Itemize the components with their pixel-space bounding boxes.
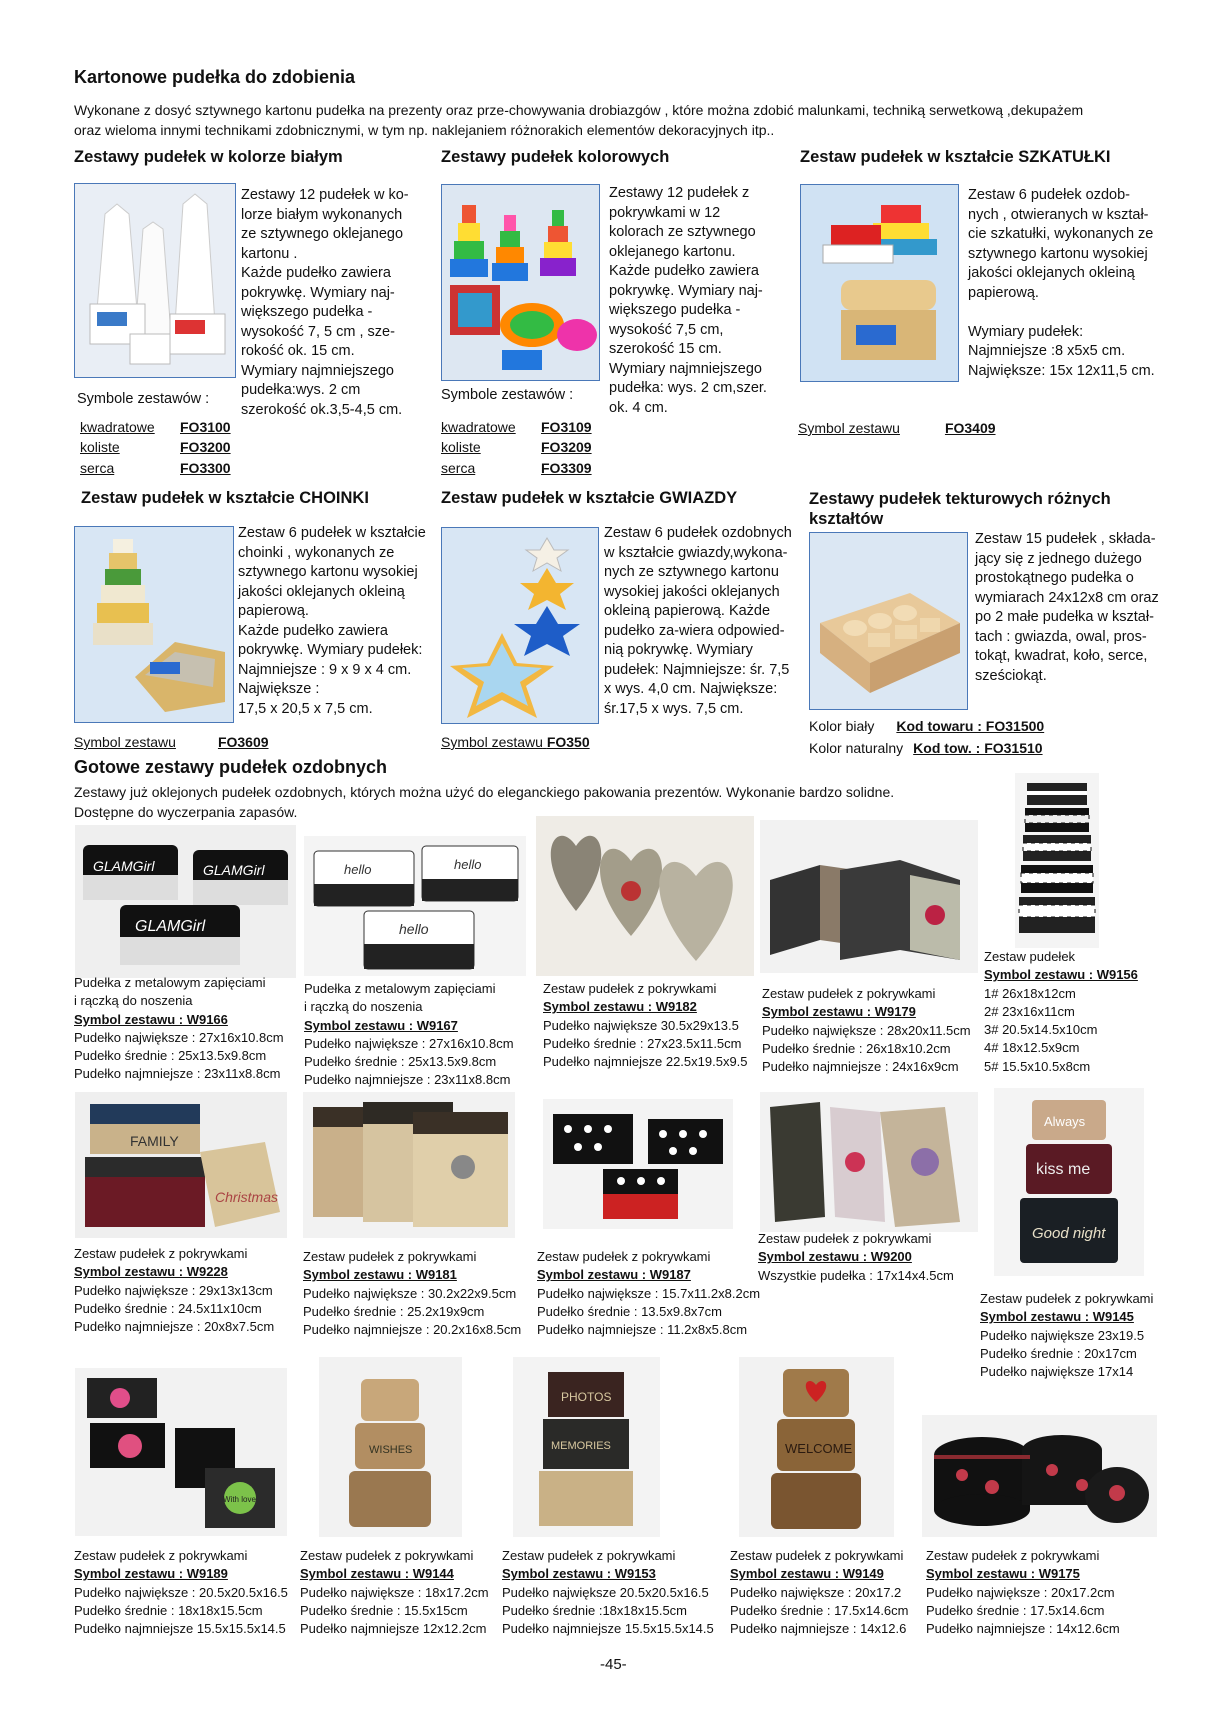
caption-w9167: Pudełka z metalowym zapięciami i rączką do noszenia Symbol zestawu : W9167 Pudełko największe : 27x16x10.8cm Pudełko średnie : 25x13.5x9.8cm Pudełko najmniejsze : 23x11x8.8cm — [304, 981, 514, 1088]
photo-w9228 — [75, 1092, 287, 1238]
svg-text:Good night: Good night — [1032, 1225, 1106, 1242]
svg-text:WELCOME: WELCOME — [785, 1441, 853, 1456]
caption-w9200: Zestaw pudełek z pokrywkami Symbol zestawu : W9200 Wszystkie pudełka : 17x14x4.5cm — [758, 1231, 954, 1283]
description-colored: Zestawy 12 pudełek z pokrywkami w 12 kolorach ze sztywnego oklejanego kartonu. Każde pudełko zawiera pokrywkę. Wymiary naj- większego pudełka - wysokość 7,5 cm, szerokość 15 cm. Wymiary najmniejszego pudełka: wys. 2 cm,szer. ok. 4 cm. — [609, 185, 767, 416]
svg-text:FAMILY: FAMILY — [130, 1133, 179, 1149]
caption-w9156: Zestaw pudełek Symbol zestawu : W9156 1# 26x18x12cm 2# 23x16x11cm 3# 20.5x14.5x10cm 4# 18x12.5x9cm 5# 15.5x10.5x8cm — [984, 949, 1138, 1074]
page-number: -45- — [600, 1656, 627, 1673]
description-tree: Zestaw 6 pudełek w kształcie choinki , wykonanych ze sztywnego kartonu wysokiej jakości oklejanych okleiną papierową. Każde pudełko zawiera pokrywkę. Wymiary pudełek: Najmniejsze : 9 x 9 x 4 cm. Największe : 17,5 x 20,5 x 7,5 cm. — [238, 525, 426, 717]
svg-text:hello: hello — [399, 921, 429, 937]
photo-w9166 — [75, 825, 296, 978]
svg-text:With love: With love — [223, 1495, 256, 1504]
svg-text:hello: hello — [344, 862, 372, 877]
photo-w9144 — [319, 1357, 462, 1537]
description-cardboard: Zestaw 15 pudełek , składa- jący się z jednego dużego prostokątnego pudełka o wymiarach 24x12x8 cm oraz po 2 małe pudełka w kształ- tach : gwiazda, owal, pros- tokąt, kwadrat, koło, serce, sześciokąt. — [975, 531, 1159, 684]
photo-w9189 — [75, 1368, 287, 1536]
symbol-casket: Symbol zestawu FO3409 — [798, 420, 996, 436]
svg-text:Christmas: Christmas — [215, 1189, 279, 1205]
svg-text:Always: Always — [1044, 1114, 1086, 1129]
product-image-casket-boxes — [800, 184, 959, 382]
variant-white: Kolor biały Kod towaru : FO31500 — [809, 718, 1045, 734]
photo-w9182 — [536, 816, 754, 976]
section-title-cardboard: Zestawy pudełek tekturowych różnych kształtów — [809, 490, 1111, 528]
photo-w9187 — [543, 1099, 733, 1229]
caption-w9166: Pudełka z metalowym zapięciami i rączką do noszenia Symbol zestawu : W9166 Pudełko największe : 27x16x10.8cm Pudełko średnie : 25x13.5x9.8cm Pudełko najmniejsze : 23x11x8.8cm — [74, 975, 284, 1082]
description-casket: Zestaw 6 pudełek ozdob- nych , otwieranych w kształ- cie szkatułki, wykonanych ze sztywnego kartonu wysokiej jakości oklejanych okleiną papierową. Wymiary pudełek: Najmniejsze :8 x5x5 cm. Największe: 15x 12x11,5 cm. — [968, 187, 1155, 379]
caption-w9175: Zestaw pudełek z pokrywkami Symbol zestawu : W9175 Pudełko największe : 20x17.2cm Pudełko średnie : 17.5x14.6cm Pudełko najmniejsze : 14x12.6cm — [926, 1548, 1120, 1637]
svg-text:WISHES: WISHES — [369, 1444, 413, 1456]
caption-w9228: Zestaw pudełek z pokrywkami Symbol zestawu : W9228 Pudełko największe : 29x13x13cm Pudełko średnie : 24.5x11x10cm Pudełko najmniejsze : 20x8x7.5cm — [74, 1246, 275, 1335]
description-star: Zestaw 6 pudełek ozdobnych w kształcie gwiazdy,wykona- nych ze sztywnego kartonu wysokiej jakości oklejanych okleiną papierową. Każde pudełko za-wiera odpowied- nią pokrywkę. Wymiary pudełek: Najmniejsze: śr. 7,5 x wys. 4,0 cm. Największe: śr.17,5 x wys. 7,5 cm. — [604, 525, 792, 717]
caption-w9189: Zestaw pudełek z pokrywkami Symbol zestawu : W9189 Pudełko największe : 20.5x20.5x16.5 Pudełko średnie : 18x18x15.5cm Pudełko najmniejsze 15.5x15.5x14.5 — [74, 1548, 288, 1637]
variant-natural: Kolor naturalny Kod tow. : FO31510 — [809, 740, 1043, 756]
ready-intro: Zestawy już oklejonych pudełek ozdobnych, których można użyć do eleganckiego pakowania prezentów. Wykonanie bardzo solidne. Dostępne do wyczerpania zapasów. — [74, 784, 895, 820]
code-row: koliste FO3209 — [441, 439, 592, 455]
caption-w9187: Zestaw pudełek z pokrywkami Symbol zestawu : W9187 Pudełko największe : 15.7x11.2x8.2cm Pudełko średnie : 13.5x9.8x7cm Pudełko najmniejsze : 11.2x8x5.8cm — [537, 1249, 761, 1338]
description-white: Zestawy 12 pudełek w ko- lorze białym wykonanych ze sztywnego oklejanego kartonu . Każde pudełko zawiera pokrywkę. Wymiary naj- większego pudełka - wysokość 7, 5 cm , sze- rokość ok. 15 cm. Wymiary najmniejszego pudełka:wys. 2 cm szerokość ok.3,5-4,5 cm. — [241, 187, 409, 418]
photo-w9153 — [513, 1357, 660, 1537]
product-image-cardboard-boxes — [809, 532, 968, 710]
section-title-colored: Zestawy pudełek kolorowych — [441, 148, 670, 166]
product-image-white-boxes — [74, 183, 236, 378]
caption-w9153: Zestaw pudełek z pokrywkami Symbol zestawu : W9153 Pudełko największe 20.5x20.5x16.5 Pudełko średnie :18x18x15.5cm Pudełko najmniejsze 15.5x15.5x14.5 — [502, 1548, 714, 1637]
svg-text:hello: hello — [454, 857, 482, 872]
intro-text — [74, 100, 1083, 140]
photo-w9167 — [304, 836, 526, 976]
code-row: serca FO3309 — [441, 459, 592, 476]
svg-text:kiss me: kiss me — [1036, 1161, 1091, 1178]
photo-w9175 — [922, 1415, 1157, 1537]
section-title-white: Zestawy pudełek w kolorze białym — [74, 148, 343, 166]
intro-line: Wykonane z dosyć sztywnego kartonu pudełka na prezenty oraz prze-chowywania drobiazgów , które można zdobić malunkami, techniką serwetkową ,dekupażem — [74, 102, 1084, 118]
photo-w9181 — [303, 1092, 515, 1238]
page-title: Kartonowe pudełka do zdobienia — [74, 67, 356, 87]
ready-title: Gotowe zestawy pudełek ozdobnych — [74, 757, 388, 777]
code-row: kwadratowe FO3109 — [441, 418, 592, 435]
section-title-star: Zestaw pudełek w kształcie GWIAZDY — [441, 489, 738, 507]
caption-w9144: Zestaw pudełek z pokrywkami Symbol zestawu : W9144 Pudełko największe : 18x17.2cm Pudełko średnie : 15.5x15cm Pudełko najmniejsze 12x12.2cm — [300, 1548, 489, 1637]
product-image-star-boxes — [441, 527, 599, 724]
code-list-white — [80, 414, 231, 476]
symbol-tree: Symbol zestawu FO3609 — [74, 734, 269, 750]
caption-w9181: Zestaw pudełek z pokrywkami Symbol zestawu : W9181 Pudełko największe : 30.2x22x9.5cm Pudełko średnie : 25.2x19x9cm Pudełko najmniejsze : 20.2x16x8.5cm — [303, 1249, 522, 1338]
photo-w9179 — [760, 820, 978, 973]
symbol-star: Symbol zestawu FO350 — [441, 734, 590, 750]
svg-text:GLAMGirl: GLAMGirl — [135, 918, 206, 935]
code-row: kwadratowe FO3100 — [80, 418, 231, 435]
photo-w9145 — [994, 1088, 1144, 1276]
svg-text:GLAMGirl: GLAMGirl — [93, 858, 155, 874]
code-row: serca FO3300 — [80, 459, 231, 476]
svg-text:PHOTOS: PHOTOS — [561, 1390, 612, 1404]
section-title-tree: Zestaw pudełek w kształcie CHOINKI — [81, 489, 369, 507]
photo-w9200 — [760, 1092, 978, 1232]
product-image-tree-boxes — [74, 526, 234, 723]
caption-w9149: Zestaw pudełek z pokrywkami Symbol zestawu : W9149 Pudełko największe : 20x17.2 Pudełko średnie : 17.5x14.6cm Pudełko najmniejsze : 14x12.6 — [730, 1548, 909, 1637]
intro-line: oraz wieloma innymi technikami zdobnicznymi, w tym np. naklejaniem różnorakich elementów dekoracyjnych itp.. — [74, 122, 775, 138]
photo-w9156 — [1015, 773, 1099, 948]
photo-w9149 — [739, 1357, 894, 1537]
symbols-label-white: Symbole zestawów : — [77, 391, 210, 407]
svg-text:MEMORIES: MEMORIES — [551, 1440, 611, 1452]
caption-w9179: Zestaw pudełek z pokrywkami Symbol zestawu : W9179 Pudełko największe : 28x20x11.5cm Pudełko średnie : 26x18x10.2cm Pudełko najmniejsze : 24x16x9cm — [762, 986, 971, 1075]
section-title-casket: Zestaw pudełek w kształcie SZKATUŁKI — [800, 148, 1111, 166]
code-list-colored — [441, 414, 592, 476]
caption-w9145: Zestaw pudełek z pokrywkami Symbol zestawu : W9145 Pudełko największe 23x19.5 Pudełko średnie : 20x17cm Pudełko największe 17x14 — [980, 1291, 1154, 1380]
product-image-colored-boxes — [441, 184, 600, 381]
symbols-label-colored: Symbole zestawów : — [441, 387, 574, 403]
caption-w9182: Zestaw pudełek z pokrywkami Symbol zestawu : W9182 Pudełko największe 30.5x29x13.5 Pudełko średnie : 27x23.5x11.5cm Pudełko najmniejsze 22.5x19.5x9.5 — [543, 981, 748, 1070]
svg-text:GLAMGirl: GLAMGirl — [203, 862, 265, 878]
code-row: koliste FO3200 — [80, 439, 231, 455]
